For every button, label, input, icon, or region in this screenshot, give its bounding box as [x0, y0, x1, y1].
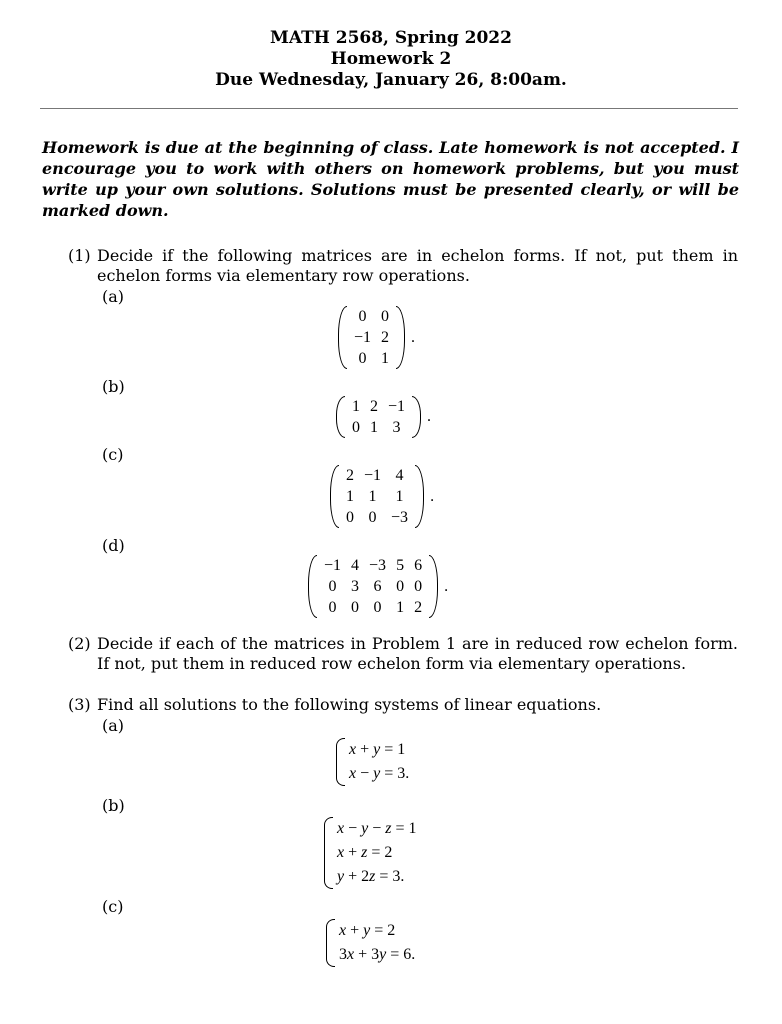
matrix-entry: 0: [352, 419, 360, 436]
matrix-entry: 3: [351, 578, 360, 595]
matrix-entry: −1: [324, 557, 342, 574]
matrix-end-punctuation: .: [427, 408, 432, 425]
matrix-entry: 1: [352, 398, 360, 415]
document-header: [0, 28, 782, 91]
system-3c: [326, 919, 415, 972]
equation: x + y = 1: [349, 741, 406, 758]
matrix-entry: 1: [395, 488, 404, 505]
left-parenthesis: [338, 306, 347, 369]
matrix-entry: 0: [368, 509, 377, 526]
matrix-entry: −3: [369, 557, 387, 574]
left-parenthesis: [308, 555, 317, 618]
matrix-entries: [319, 555, 427, 618]
matrix-end-punctuation: .: [411, 328, 416, 346]
equation: x − y = 3.: [349, 765, 410, 782]
matrix-row: [349, 327, 394, 348]
matrix-entry: 6: [414, 557, 423, 574]
problem-1: [68, 246, 738, 286]
problem-number: (2): [68, 634, 91, 653]
matrix-entry: 0: [358, 308, 367, 325]
right-parenthesis: [412, 396, 421, 438]
matrix-1c: [330, 465, 434, 533]
matrix-entry: 6: [373, 578, 382, 595]
homework-policy-notice: Homework is due at the beginning of class. Late homework is not accepted. I encourage you to work with others on homework problems, but you must write up your own solutions. Solutions must be presented clearly, or will be marked down.: [42, 138, 739, 220]
part-label: (c): [102, 897, 124, 916]
equation: x − y − z = 1: [337, 820, 417, 837]
matrix-row: [319, 576, 427, 597]
part-label: (a): [102, 716, 125, 735]
homework-title: Homework 2: [330, 49, 452, 69]
matrix-entry: 0: [346, 509, 354, 526]
matrix-entry: 1: [381, 350, 390, 367]
matrix-entry: 2: [381, 329, 390, 346]
matrix-entry: 3: [392, 419, 401, 436]
right-parenthesis: [396, 306, 405, 369]
matrix-entry: 1: [396, 599, 405, 616]
header-divider: [40, 108, 738, 109]
matrix-end-punctuation: .: [444, 577, 449, 595]
right-parenthesis: [415, 465, 424, 528]
left-brace: [336, 738, 345, 786]
equation-lines: [349, 738, 409, 786]
matrix-row: [319, 555, 427, 576]
matrix-row: [341, 507, 413, 528]
due-date: Due Wednesday, January 26, 8:00am.: [215, 70, 567, 90]
matrix-entries: [349, 306, 394, 369]
matrix-1b: [336, 396, 431, 443]
matrix-1d: [308, 555, 448, 623]
matrix-entry: 2: [346, 467, 354, 484]
matrix-1a: [338, 306, 415, 374]
right-parenthesis: [429, 555, 438, 618]
course-title: MATH 2568, Spring 2022: [270, 28, 512, 48]
left-parenthesis: [336, 396, 345, 438]
matrix-end-punctuation: .: [430, 487, 435, 505]
part-label: (b): [102, 377, 125, 396]
matrix-row: [341, 465, 413, 486]
matrix-entry: 0: [328, 599, 337, 616]
matrix-row: [349, 306, 394, 327]
matrix-entries: [341, 465, 413, 528]
equation: 3x + 3y = 6.: [339, 946, 416, 963]
matrix-entry: 1: [370, 419, 378, 436]
matrix-entry: 0: [351, 599, 360, 616]
matrix-entry: 0: [396, 578, 405, 595]
problem-3: [68, 695, 738, 715]
matrix-entry: 2: [414, 599, 423, 616]
part-label: (a): [102, 287, 125, 306]
matrix-entry: 0: [373, 599, 382, 616]
equation: y + 2z = 3.: [337, 868, 405, 885]
equation: x + z = 2: [337, 844, 393, 861]
matrix-entry: −1: [354, 329, 372, 346]
system-3b: [324, 817, 417, 894]
matrix-row: [347, 396, 410, 417]
part-label: (b): [102, 796, 125, 815]
equation: x + y = 2: [339, 922, 396, 939]
equation-lines: [339, 919, 415, 967]
matrix-row: [341, 486, 413, 507]
matrix-entry: 0: [358, 350, 367, 367]
system-3a: [336, 738, 409, 791]
matrix-row: [349, 348, 394, 369]
problem-number: (1): [68, 246, 91, 265]
part-label: (d): [102, 536, 125, 555]
left-brace: [324, 817, 333, 889]
problem-text: Decide if each of the matrices in Problem 1 are in reduced row echelon form. If not, put them in reduced row echelon form via elementary operations.: [97, 634, 738, 673]
matrix-entry: 4: [351, 557, 360, 574]
matrix-entry: 1: [346, 488, 354, 505]
left-parenthesis: [330, 465, 339, 528]
left-brace: [326, 919, 335, 967]
matrix-row: [347, 417, 410, 438]
matrix-row: [319, 597, 427, 618]
matrix-entry: 0: [381, 308, 390, 325]
problem-number: (3): [68, 695, 91, 714]
matrix-entry: 0: [414, 578, 423, 595]
problem-text: Decide if the following matrices are in echelon forms. If not, put them in echelon forms via elementary row operations.: [97, 246, 738, 285]
matrix-entry: 5: [396, 557, 405, 574]
part-label: (c): [102, 445, 124, 464]
problem-text: Find all solutions to the following systems of linear equations.: [97, 695, 602, 714]
matrix-entry: 2: [370, 398, 378, 415]
matrix-entry: −1: [388, 398, 406, 415]
matrix-entries: [347, 396, 410, 438]
problem-2: [68, 634, 738, 674]
matrix-entry: −1: [364, 467, 382, 484]
matrix-entry: 0: [328, 578, 337, 595]
matrix-entry: 4: [395, 467, 404, 484]
matrix-entry: 1: [368, 488, 377, 505]
matrix-entry: −3: [391, 509, 409, 526]
equation-lines: [337, 817, 417, 889]
